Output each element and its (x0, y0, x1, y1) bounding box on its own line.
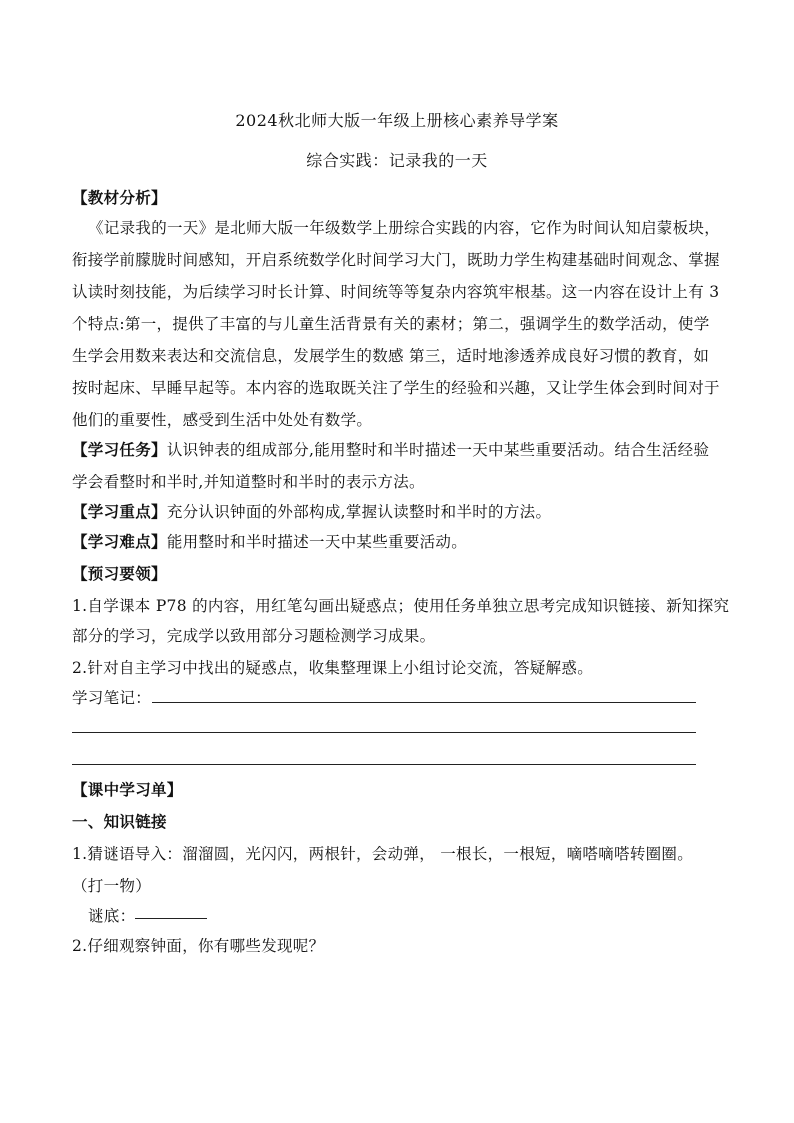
notes-label: 学习笔记： (72, 689, 152, 707)
document-subtitle: 综合实践：记录我的一天 (306, 151, 488, 170)
analysis-line-4: 个特点:第一，提供了丰富的与儿童生活背景有关的素材；第二，强调学生的数学活动，使学 (72, 315, 710, 333)
analysis-line-6: 按时起床、早睡早起等。本内容的选取既关注了学生的经验和兴趣，又让学生体会到时间对于 (72, 379, 720, 397)
document-title: 2024秋北师大版一年级上册核心素养导学案 (235, 111, 559, 130)
notes-writing-line-3[interactable] (72, 764, 696, 765)
riddle-line-1: 1.猜谜语导入：溜溜圆，光闪闪，两根针，会动弹， 一根长，一根短，嘀嗒嘀嗒转圈圈。 (72, 845, 694, 863)
focus-heading: 【学习重点】 (72, 502, 167, 521)
analysis-line-1: 《记录我的一天》是北师大版一年级数学上册综合实践的内容，它作为时间认知启蒙板块， (88, 219, 721, 237)
analysis-line-3: 认读时刻技能，为后续学习时长计算、时间统等等复杂内容筑牢根基。这一内容在设计上有 3 (72, 283, 720, 301)
preview-heading: 【预习要领】 (72, 564, 167, 583)
task-heading: 【学习任务】 (72, 440, 167, 459)
preview-item-1-line-1: 1.自学课本 P78 的内容，用红笔勾画出疑惑点；使用任务单独立思考完成知识链接、新知探究 (72, 597, 730, 615)
riddle-answer-blank[interactable] (135, 918, 207, 919)
knowledge-link-heading: 一、知识链接 (72, 812, 167, 831)
question-2: 2.仔细观察钟面，你有哪些发现呢？ (72, 937, 325, 955)
analysis-line-7: 他们的重要性，感受到生活中处处有数学。 (72, 411, 373, 429)
riddle-answer-label: 谜底： (88, 907, 136, 925)
analysis-line-2: 衔接学前朦胧时间感知，开启系统数学化时间学习大门，既助力学生构建基础时间观念、掌握 (72, 251, 720, 269)
analysis-line-5: 生学会用数来表达和交流信息，发展学生的数感 第三，适时地渗透养成良好习惯的教育，如 (72, 347, 710, 365)
task-line-1 (72, 438, 724, 460)
class-worksheet-heading: 【课中学习单】 (72, 780, 183, 799)
task-text-1: 认识钟表的组成部分,能用整时和半时描述一天中某些重要活动。结合生活经验 (166, 441, 710, 459)
notes-writing-line-1[interactable] (152, 702, 696, 703)
difficulty-text: 能用整时和半时描述一天中某些重要活动。 (166, 533, 468, 551)
preview-item-2: 2.针对自主学习中找出的疑惑点，收集整理课上小组讨论交流，答疑解惑。 (72, 659, 593, 677)
notes-writing-line-2[interactable] (72, 732, 696, 733)
focus-line (72, 500, 724, 522)
difficulty-heading: 【学习难点】 (72, 532, 167, 551)
task-line-2: 学会看整时和半时,并知道整时和半时的表示方法。 (72, 473, 425, 491)
preview-item-1-line-2: 部分的学习，完成学以致用部分习题检测学习成果。 (72, 627, 436, 645)
riddle-line-2: （打一物） (72, 877, 152, 895)
analysis-heading: 【教材分析】 (72, 188, 167, 207)
difficulty-line (72, 530, 724, 552)
focus-text: 充分认识钟面的外部构成,掌握认读整时和半时的方法。 (166, 503, 552, 521)
